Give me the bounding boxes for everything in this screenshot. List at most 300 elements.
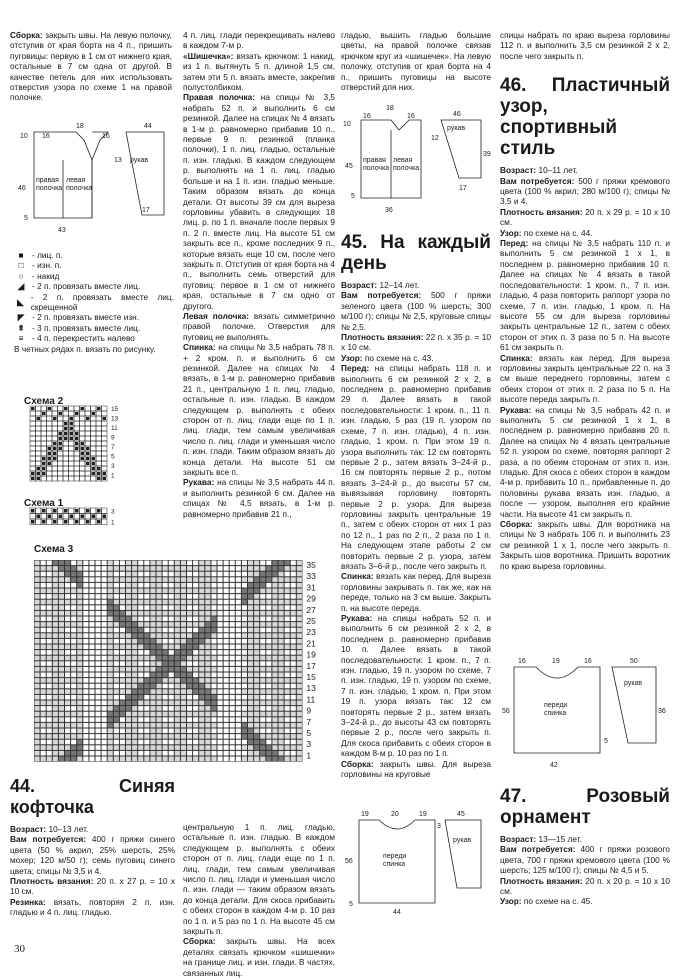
chart-cell — [126, 645, 131, 650]
chart-cell — [205, 717, 210, 722]
chart-cell — [83, 572, 88, 577]
chart-cell — [102, 406, 108, 411]
chart-cell — [126, 583, 131, 588]
chart-cell — [242, 594, 247, 599]
chart-cell — [108, 650, 113, 655]
schema-1-title: Схема 1 — [24, 498, 64, 509]
chart-cell — [150, 723, 155, 728]
chart-mark — [42, 472, 46, 475]
chart-cell — [248, 633, 253, 638]
chart-cell — [291, 740, 296, 745]
chart-cell — [150, 561, 155, 566]
chart-cell — [242, 633, 247, 638]
chart-cell — [297, 684, 302, 689]
chart-cell — [254, 684, 259, 689]
chart-cell — [193, 661, 198, 666]
chart-cell — [297, 583, 302, 588]
chart-cell — [150, 701, 155, 706]
chart-cell — [102, 689, 107, 694]
chart-mark — [75, 509, 79, 513]
chart-cell — [230, 751, 235, 756]
chart-cell — [297, 611, 302, 616]
chart-cell — [285, 740, 290, 745]
chart-cell — [108, 600, 113, 605]
chart-cell — [35, 600, 40, 605]
chart-cell — [279, 678, 284, 683]
chart-cell — [89, 729, 94, 734]
chart-cell — [163, 589, 168, 594]
chart-cell — [120, 678, 125, 683]
chart-cell — [236, 572, 241, 577]
chart-cell — [285, 757, 290, 762]
chart-cell — [291, 689, 296, 694]
chart-cell — [35, 701, 40, 706]
chart-cell — [138, 639, 143, 644]
chart-cell — [205, 740, 210, 745]
chart-cell — [63, 466, 69, 471]
chart-cell — [163, 689, 168, 694]
chart-cell — [41, 583, 46, 588]
chart-cell — [138, 717, 143, 722]
chart-cell — [83, 667, 88, 672]
chart-cell — [218, 645, 223, 650]
chart-cell — [53, 611, 58, 616]
sleeve-label: рукав — [130, 157, 149, 164]
density-46: Плотность вязания: 20 п. х 29 р. = 10 х 10 см. — [500, 206, 670, 228]
chart-cell — [108, 561, 113, 566]
chart-cell — [285, 583, 290, 588]
chart-cell — [108, 706, 113, 711]
chart-cell — [230, 594, 235, 599]
chart-cell — [260, 678, 265, 683]
chart-cell — [150, 589, 155, 594]
chart-cell — [102, 684, 107, 689]
chart-cell — [236, 605, 241, 610]
chart-cell — [193, 583, 198, 588]
left-panel-label-2: полочка — [393, 165, 420, 172]
chart-cell — [91, 441, 97, 446]
chart-cell — [181, 678, 186, 683]
chart-cell — [187, 605, 192, 610]
chart-cell — [211, 572, 216, 577]
chart-cell — [236, 622, 241, 627]
chart-cell — [108, 611, 113, 616]
chart-cell — [71, 622, 76, 627]
chart-cell — [126, 661, 131, 666]
chart-cell — [41, 451, 47, 456]
chart-cell — [224, 734, 229, 739]
chart-mark — [81, 442, 85, 445]
chart-cell — [205, 577, 210, 582]
chart-cell — [120, 684, 125, 689]
chart-cell — [138, 757, 143, 762]
chart-cell — [53, 622, 58, 627]
chart-cell — [254, 589, 259, 594]
chart-mark — [59, 515, 63, 519]
dim-16b: 16 — [407, 113, 415, 120]
chart-cell — [35, 622, 40, 627]
chart-cell — [163, 572, 168, 577]
chart-cell — [132, 701, 137, 706]
chart-cell — [35, 583, 40, 588]
chart-cell — [126, 600, 131, 605]
chart-mark — [48, 462, 52, 465]
chart-cell — [266, 611, 271, 616]
chart-cell — [205, 561, 210, 566]
chart-cell — [77, 645, 82, 650]
chart-cell — [96, 628, 101, 633]
chart-cell — [65, 589, 70, 594]
dim-16a: 16 — [363, 113, 371, 120]
chart-cell — [224, 566, 229, 571]
pattern-45: Узор: по схеме на с. 43. — [341, 352, 434, 363]
chart-cell — [242, 729, 247, 734]
chart-cell — [126, 729, 131, 734]
chart-cell — [291, 639, 296, 644]
chart-cell — [285, 589, 290, 594]
dim-19b: 19 — [419, 811, 427, 818]
chart-cell — [266, 628, 271, 633]
chart-cell — [254, 622, 259, 627]
chart-cell — [291, 611, 296, 616]
chart-cell — [71, 745, 76, 750]
chart-cell — [181, 622, 186, 627]
chart-cell — [85, 436, 91, 441]
chart-cell — [157, 695, 162, 700]
chart-cell — [285, 684, 290, 689]
chart-cell — [291, 650, 296, 655]
chart-cell — [211, 757, 216, 762]
chart-cell — [80, 416, 86, 421]
chart-cell — [102, 617, 107, 622]
chart-cell — [181, 589, 186, 594]
chart-cell — [96, 431, 102, 436]
chart-cell — [211, 673, 216, 678]
chart-cell — [65, 729, 70, 734]
chart-cell — [53, 723, 58, 728]
chart-cell — [297, 695, 302, 700]
chart-cell — [205, 723, 210, 728]
chart-cell — [69, 456, 75, 461]
chart-cell — [102, 431, 108, 436]
chart-cell — [102, 633, 107, 638]
chart-cell — [218, 684, 223, 689]
chart-cell — [248, 734, 253, 739]
chart-cell — [96, 684, 101, 689]
chart-cell — [150, 695, 155, 700]
chart-cell — [71, 645, 76, 650]
legend-item: ◣ - 2 п. провязать вместе лиц. скрещенной — [14, 292, 174, 313]
chart-cell — [108, 622, 113, 627]
chart-cell — [279, 740, 284, 745]
chart-cell — [41, 446, 47, 451]
chart-cell — [47, 684, 52, 689]
chart-cell — [224, 723, 229, 728]
chart-cell — [47, 577, 52, 582]
chart-cell — [175, 589, 180, 594]
chart-cell — [175, 712, 180, 717]
chart-cell — [175, 572, 180, 577]
chart-cell — [47, 639, 52, 644]
chart-cell — [52, 466, 58, 471]
chart-cell — [96, 411, 102, 416]
pattern-diagram-44 — [14, 120, 174, 240]
chart-cell — [89, 673, 94, 678]
chart-cell — [150, 751, 155, 756]
chart-cell — [266, 577, 271, 582]
chart-cell — [175, 594, 180, 599]
chart-cell — [175, 645, 180, 650]
chart-cell — [187, 684, 192, 689]
column-4 — [500, 30, 670, 571]
chart-cell — [193, 617, 198, 622]
chart-mark — [75, 412, 79, 415]
chart-cell — [291, 734, 296, 739]
chart-cell — [272, 751, 277, 756]
chart-cell — [71, 678, 76, 683]
chart-cell — [138, 561, 143, 566]
schema-3-chart — [28, 556, 348, 766]
chart-cell — [47, 519, 53, 525]
chart-cell — [181, 701, 186, 706]
chart-cell — [71, 583, 76, 588]
chart-cell — [102, 734, 107, 739]
chart-cell — [157, 561, 162, 566]
chart-cell — [236, 561, 241, 566]
chart-cell — [71, 689, 76, 694]
chart-cell — [211, 645, 216, 650]
dim-39: 39 — [483, 151, 491, 158]
chart-cell — [175, 577, 180, 582]
chart-cell — [58, 508, 64, 514]
chart-cell — [236, 583, 241, 588]
chart-cell — [80, 461, 86, 466]
chart-cell — [218, 589, 223, 594]
chart-cell — [126, 566, 131, 571]
chart-cell — [102, 656, 107, 661]
chart-cell — [169, 600, 174, 605]
chart-cell — [157, 673, 162, 678]
chart-cell — [144, 661, 149, 666]
chart-cell — [144, 645, 149, 650]
chart-cell — [242, 600, 247, 605]
chart-cell — [242, 734, 247, 739]
chart-cell — [59, 628, 64, 633]
chart-cell — [175, 729, 180, 734]
legend-item: ≡ - 4 п. перекрестить налево — [14, 333, 174, 343]
chart-cell — [236, 701, 241, 706]
chart-cell — [187, 566, 192, 571]
chart-cell — [41, 667, 46, 672]
chart-cell — [297, 577, 302, 582]
chart-cell — [102, 583, 107, 588]
chart-mark — [81, 452, 85, 455]
row-number: 3 — [306, 739, 312, 750]
chart-cell — [80, 466, 86, 471]
chart-cell — [187, 656, 192, 661]
chart-cell — [47, 622, 52, 627]
chart-cell — [80, 426, 86, 431]
pattern-46: Узор: по схеме на с. 44. — [500, 227, 593, 238]
materials-47: Вам потребуется: 400 г пряжи розового цвета, 700 г пряжи кремового цвета (100 % шерсть; 125 м/100 г); спицы № 4,5 и 5. — [500, 844, 670, 876]
chart-cell — [144, 589, 149, 594]
chart-cell — [89, 678, 94, 683]
chart-cell — [291, 701, 296, 706]
chart-cell — [53, 628, 58, 633]
chart-cell — [47, 426, 53, 431]
chart-cell — [126, 611, 131, 616]
chart-cell — [193, 566, 198, 571]
chart-cell — [205, 712, 210, 717]
chart-cell — [126, 684, 131, 689]
chart-cell — [114, 706, 119, 711]
chart-cell — [266, 751, 271, 756]
chart-mark — [86, 447, 90, 450]
chart-cell — [150, 633, 155, 638]
chart-cell — [230, 611, 235, 616]
chart-cell — [65, 757, 70, 762]
chart-cell — [211, 661, 216, 666]
chart-cell — [218, 577, 223, 582]
chart-cell — [132, 712, 137, 717]
chart-cell — [53, 740, 58, 745]
chart-cell — [96, 678, 101, 683]
chart-cell — [108, 566, 113, 571]
chart-mark — [92, 457, 96, 460]
chart-cell — [175, 673, 180, 678]
row-number: 33 — [306, 571, 316, 582]
chart-cell — [175, 661, 180, 666]
chart-cell — [108, 589, 113, 594]
chart-cell — [279, 717, 284, 722]
chart-cell — [224, 639, 229, 644]
chart-cell — [108, 678, 113, 683]
chart-cell — [132, 751, 137, 756]
chart-cell — [108, 577, 113, 582]
chart-cell — [120, 639, 125, 644]
legend-item: ■ - лиц. п. — [14, 250, 174, 260]
chart-cell — [132, 757, 137, 762]
chart-cell — [144, 566, 149, 571]
chart-cell — [254, 639, 259, 644]
chart-cell — [181, 645, 186, 650]
chart-cell — [169, 645, 174, 650]
chart-cell — [218, 617, 223, 622]
chart-cell — [65, 717, 70, 722]
chart-cell — [35, 740, 40, 745]
chart-cell — [77, 706, 82, 711]
chart-cell — [114, 723, 119, 728]
chart-cell — [102, 589, 107, 594]
chart-cell — [181, 729, 186, 734]
chart-cell — [59, 717, 64, 722]
chart-cell — [132, 729, 137, 734]
chart-cell — [297, 745, 302, 750]
chart-cell — [108, 645, 113, 650]
chart-mark — [59, 442, 63, 445]
chart-cell — [157, 589, 162, 594]
chart-cell — [150, 678, 155, 683]
chart-mark — [86, 452, 90, 455]
chart-cell — [224, 701, 229, 706]
chart-cell — [260, 645, 265, 650]
chart-cell — [254, 645, 259, 650]
chart-cell — [59, 605, 64, 610]
chart-cell — [102, 673, 107, 678]
chart-cell — [218, 712, 223, 717]
right-front-instructions: Правая полочка: на спицы № 3,5 набрать 52 п. и выполнить 6 см резинкой. Далее на спицах № 4 вязать в 1-м р. равномерно прибавив 10 п., первые 9 п. резинкой (планка полочки), 1 п. лиц. гладью, остальные п. изн. гладью. В каждом следующем р. выполнять на 1 п. лиц. гладью больше и на 1 п. изн. гладью меньше. Таким образом вязать до конца детали. От высоты 39 см для выреза горловины убавить в следующих 18 лиц. р. по 1 п. вначале после первых 9 п. 2 п. вместе лиц. На высоте 51 см закрыть все п., кроме последних 9 п., которые вязать еще 10 см, после чего закрыть п. Отступив от края борта на 4 п., выполнить семь отверстий для пуговиц: первое в 1 см от нижнего края, остальные в 7 см одно от другого. — [183, 92, 336, 311]
chart-cell — [138, 678, 143, 683]
chart-cell — [144, 611, 149, 616]
chart-cell — [83, 695, 88, 700]
chart-cell — [77, 577, 82, 582]
chart-cell — [218, 566, 223, 571]
dim-19: 19 — [552, 658, 560, 665]
chart-cell — [175, 757, 180, 762]
chart-cell — [169, 572, 174, 577]
chart-cell — [175, 706, 180, 711]
chart-cell — [83, 605, 88, 610]
chart-cell — [248, 605, 253, 610]
chart-cell — [297, 712, 302, 717]
chart-cell — [285, 745, 290, 750]
chart-cell — [181, 583, 186, 588]
chart-cell — [77, 667, 82, 672]
chart-cell — [211, 589, 216, 594]
chart-cell — [175, 751, 180, 756]
chart-cell — [272, 605, 277, 610]
chart-cell — [205, 600, 210, 605]
chart-cell — [193, 605, 198, 610]
chart-cell — [132, 695, 137, 700]
chart-cell — [175, 628, 180, 633]
chart-cell — [211, 712, 216, 717]
chart-cell — [114, 729, 119, 734]
chart-cell — [260, 729, 265, 734]
chart-cell — [187, 678, 192, 683]
panel-label-2: спинка — [544, 710, 567, 717]
chart-cell — [236, 617, 241, 622]
chart-cell — [260, 757, 265, 762]
chart-cell — [297, 656, 302, 661]
chart-cell — [41, 645, 46, 650]
chart-cell — [41, 577, 46, 582]
chart-cell — [89, 589, 94, 594]
chart-cell — [260, 622, 265, 627]
chart-cell — [114, 633, 119, 638]
chart-cell — [205, 684, 210, 689]
chart-cell — [71, 701, 76, 706]
chart-cell — [77, 751, 82, 756]
chart-cell — [279, 701, 284, 706]
chart-cell — [59, 650, 64, 655]
chart-cell — [211, 577, 216, 582]
chart-cell — [242, 661, 247, 666]
chart-cell — [187, 589, 192, 594]
chart-cell — [175, 650, 180, 655]
chart-cell — [297, 605, 302, 610]
chart-cell — [224, 589, 229, 594]
chart-cell — [65, 617, 70, 622]
chart-cell — [163, 701, 168, 706]
chart-cell — [297, 701, 302, 706]
chart-cell — [138, 734, 143, 739]
chart-cell — [114, 740, 119, 745]
chart-cell — [114, 678, 119, 683]
chart-cell — [102, 712, 107, 717]
chart-cell — [157, 678, 162, 683]
assembly-44-paragraph: Сборка: закрыть швы. На левую полочку, отступив от края борта на 4 п., пришить пуговицы: первую в 1 см от нижнего края, остальные в 7 см одна от другой. В качестве петель для них использовать отверстия узора по схеме 1 на правой полочке. — [10, 30, 172, 103]
